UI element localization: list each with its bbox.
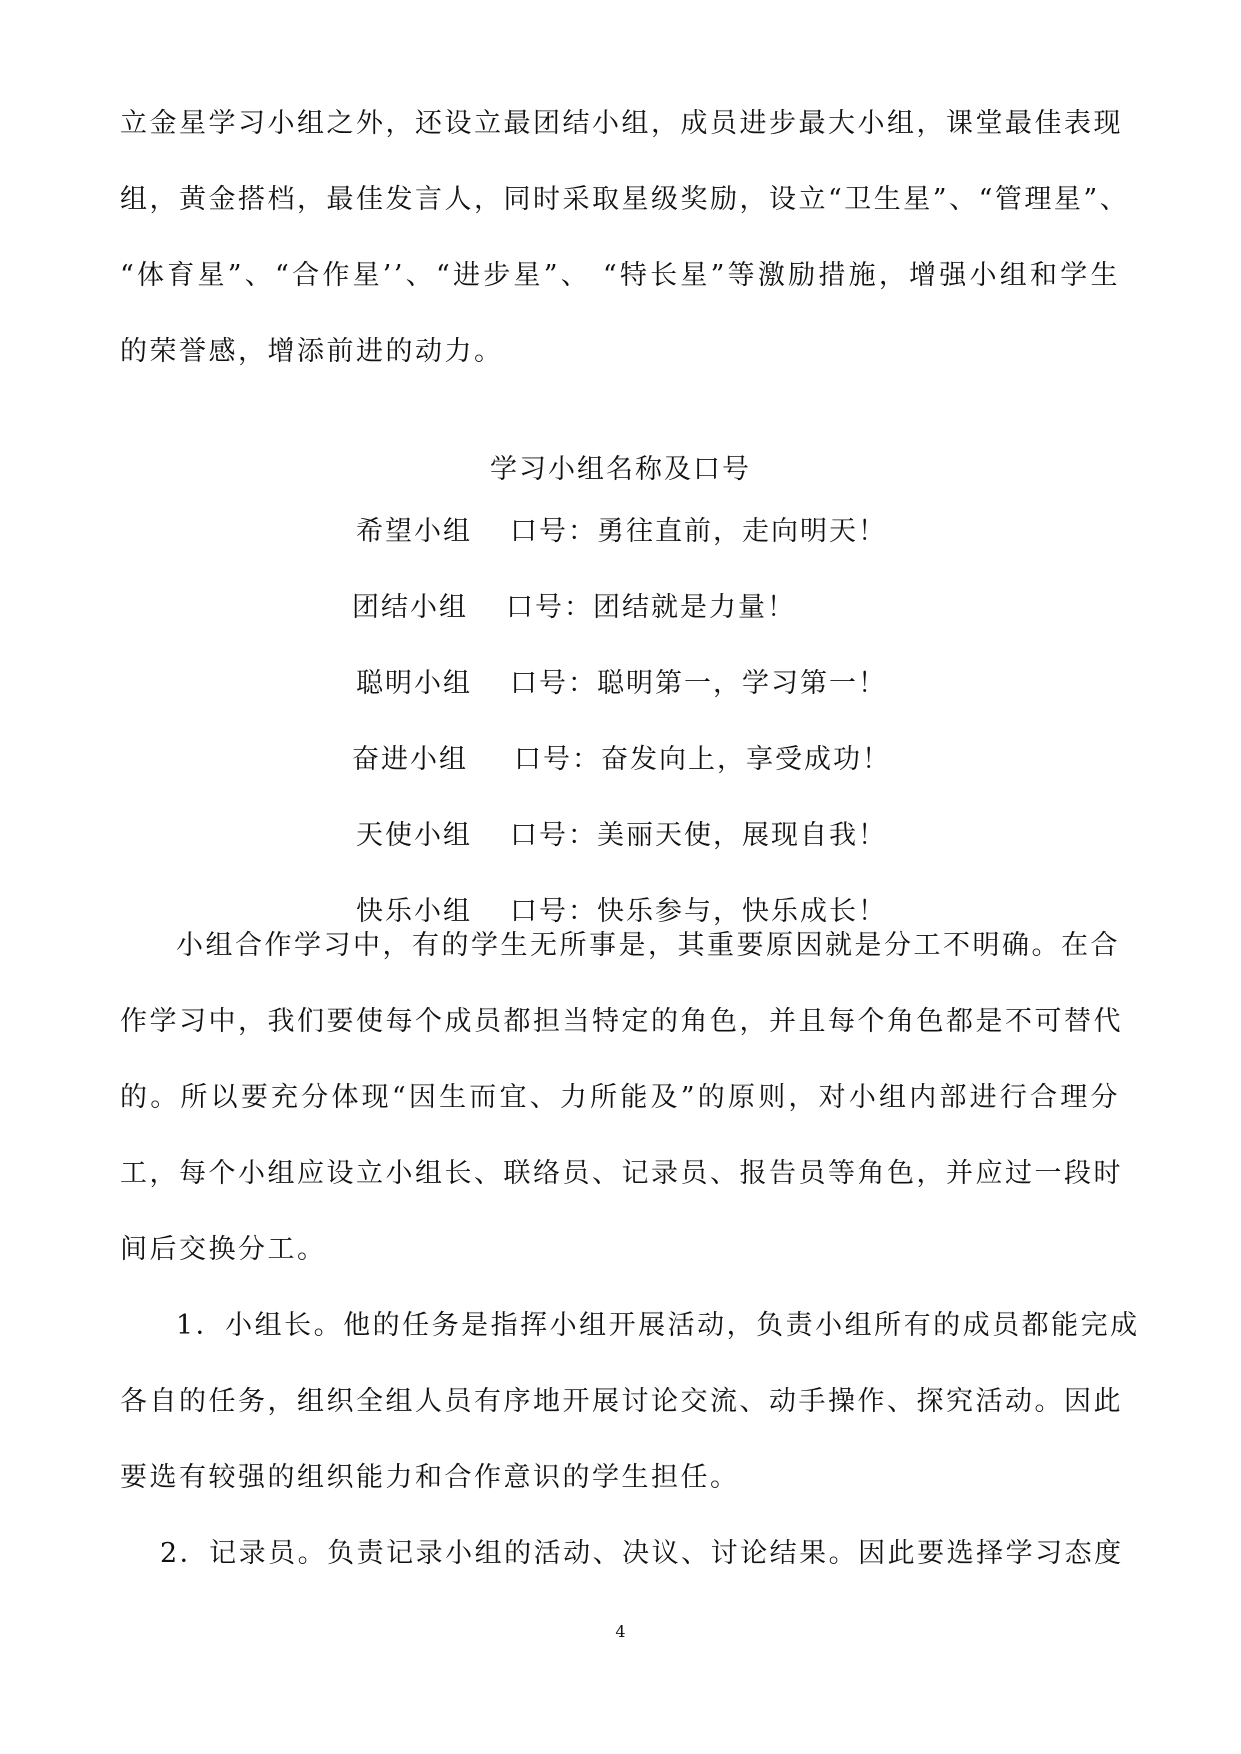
group-name: 聪明小组 bbox=[356, 668, 472, 699]
slogan-label: 口号： bbox=[510, 820, 597, 851]
slogan-label: 口号： bbox=[510, 516, 597, 547]
group-item bbox=[352, 580, 796, 636]
paragraph-line: 间后交换分工。 bbox=[120, 1234, 327, 1265]
group-slogan: 奋发向上，享受成功！ bbox=[601, 744, 891, 775]
paragraph-line: 立金星学习小组之外，还设立最团结小组，成员进步最大小组，课堂最佳表现 bbox=[120, 108, 1123, 139]
group-item bbox=[356, 504, 887, 560]
slogan-label: 口号： bbox=[514, 744, 601, 775]
paragraph-line: 的。所以要充分体现“因生而宜、力所能及”的原则，对小组内部进行合理分 bbox=[120, 1082, 1120, 1113]
section-heading: 学习小组名称及口号 bbox=[490, 454, 751, 485]
slogan-label: 口号： bbox=[510, 896, 597, 927]
paragraph-line: 的荣誉感，增添前进的动力。 bbox=[120, 336, 504, 367]
page-number: 4 bbox=[615, 1622, 626, 1641]
slogan-label: 口号： bbox=[506, 592, 593, 623]
group-slogan: 聪明第一，学习第一！ bbox=[597, 668, 887, 699]
group-slogan: 团结就是力量！ bbox=[593, 592, 796, 623]
group-item bbox=[356, 808, 887, 864]
group-item bbox=[352, 732, 891, 788]
group-item bbox=[356, 656, 887, 712]
group-name: 团结小组 bbox=[352, 592, 468, 623]
paragraph-line: 各自的任务，组织全组人员有序地开展讨论交流、动手操作、探究活动。因此 bbox=[120, 1386, 1123, 1417]
paragraph-line: 工，每个小组应设立小组长、联络员、记录员、报告员等角色，并应过一段时 bbox=[120, 1158, 1123, 1189]
paragraph-line: 小组合作学习中，有的学生无所事是，其重要原因就是分工不明确。在合 bbox=[176, 930, 1120, 961]
group-slogan: 勇往直前，走向明天！ bbox=[597, 516, 887, 547]
group-name: 天使小组 bbox=[356, 820, 472, 851]
paragraph-line: “体育星”、“合作星’’、“进步星”、 “特长星”等激励措施，增强小组和学生 bbox=[120, 260, 1120, 291]
paragraph-line: 要选有较强的组织能力和合作意识的学生担任。 bbox=[120, 1462, 740, 1493]
paragraph-line: 组，黄金搭档，最佳发言人，同时采取星级奖励，设立“卫生星”、“管理星”、 bbox=[120, 184, 1130, 215]
slogan-label: 口号： bbox=[510, 668, 597, 699]
group-name: 奋进小组 bbox=[352, 744, 468, 775]
group-slogan: 美丽天使，展现自我！ bbox=[597, 820, 887, 851]
group-slogan: 快乐参与，快乐成长！ bbox=[597, 896, 887, 927]
group-name: 快乐小组 bbox=[356, 896, 472, 927]
paragraph-line: 作学习中，我们要使每个成员都担当特定的角色，并且每个角色都是不可替代 bbox=[120, 1006, 1123, 1037]
group-name: 希望小组 bbox=[356, 516, 472, 547]
paragraph-line: 1．小组长。他的任务是指挥小组开展活动，负责小组所有的成员都能完成 bbox=[176, 1310, 1140, 1341]
paragraph-line: 2．记录员。负责记录小组的活动、决议、讨论结果。因此要选择学习态度 bbox=[160, 1538, 1124, 1569]
